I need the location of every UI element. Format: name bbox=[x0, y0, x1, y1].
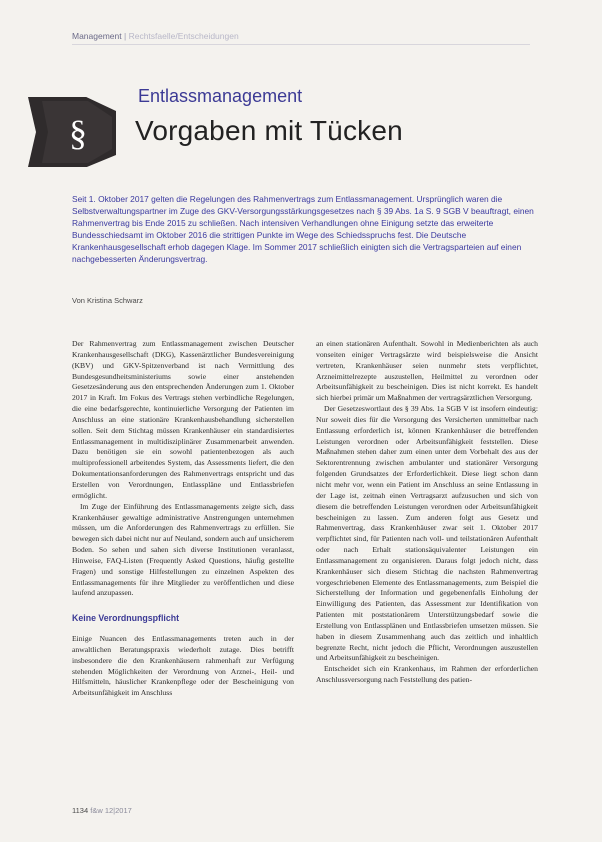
body-column-right bbox=[316, 339, 538, 686]
body-paragraph: Im Zuge der Einführung des Entlassmanagements zeigte sich, dass Krankenhäuser gewaltige administrative Anstrengungen unternehmen müssen, um die Anforderungen des Rahmenvertrags zu erfüllen. Sie bewegen sich dabei nicht nur auf Neuland, sondern auch auf unsicherem Boden. So sehen und sahen sich diverse Institutionen veranlasst, Hinweise, FAQ-Listen (Frequently Asked Questions, häufig gestellte Fragen) und sonstige Hilfestellungen zu einzelnen Aspekten des Entlassmanagements für ihre Mitglieder zu veröffentlichen und diese laufend anzupassen. bbox=[72, 501, 294, 598]
body-paragraph: an einen stationären Aufenthalt. Sowohl in Medienberichten als auch vonseiten einiger Vertragsärzte wird beispielsweise die Ansicht vertreten, Krankenhäuser seien nunmehr stets verpflichtet, Arzneimittelrezepte auszustellen, Heilmittel zu verordnen oder Arbeitsunfähigkeit zu bescheinigen. Dies ist nicht korrekt. Es handelt sich hierbei primär um Maßnahmen der vertragsärztlichen Versorgung. bbox=[316, 339, 538, 403]
body-column-left bbox=[72, 339, 294, 699]
body-paragraph: Einige Nuancen des Entlassmanagements treten auch in der anwaltlichen Beratungspraxis wiederholt zutage. Dies betrifft insbesondere die den Krankenhäusern rahmenhaft zur Verfügung stehenden Möglichkeiten der Verordnung von Arznei-, Heil- und Hilfsmitteln, häuslicher Krankenpflege oder der Bescheinigung von Arbeitsunfähigkeit im Anschluss bbox=[72, 634, 294, 698]
header-divider bbox=[72, 44, 530, 45]
article-kicker: Entlassmanagement bbox=[138, 86, 303, 106]
header-separator: | bbox=[124, 31, 127, 41]
body-paragraph: Entscheidet sich ein Krankenhaus, im Rahmen der erforderlichen Anschlussversorgung nach Feststellung des patien- bbox=[316, 664, 538, 685]
badge-symbol: § bbox=[69, 113, 87, 153]
page-number: 1134 bbox=[72, 806, 89, 815]
body-paragraph: Der Gesetzeswortlaut des § 39 Abs. 1a SGB V ist insofern eindeutig: Nur soweit dies für die Versorgung des Versicherten unmittelbar nach Entlassung erforderlich ist, können Krankenhäuser die betreffenden Leistungen verordnen oder Arbeitsunfähigkeit feststellen. Diese Maßnahmen stehen daher zum einen unter dem Vorbehalt des aus der Sektorentrennung zwischen ambulanter und stationärer Versorgung folgenden Grundsatzes der Erforderlichkeit. Diese liegt schon dann nicht mehr vor, wenn ein Patient im Anschluss an seine Entlassung in der Lage ist, zeitnah einen Vertragsarzt aufzusuchen und sich von diesem die betreffenden Leistungen verordnen oder Arbeitsunfähigkeit bescheinigen zu lassen. Zum anderen folgt aus Gesetz und Rahmenvertrag, dass Krankenhäuser zwar seit 1. Oktober 2017 verpflichtet sind, für Patienten nach voll- und teilstationären Aufenthalt oder nach Erhalt stationsäquivalenter Leistungen ein Entlassmanagement zu organisieren. Daraus folgt jedoch nicht, dass Krankenhäuser sich diesem Stichtag die nachsten Rahmenvertrag vorgeschriebenen Elemente des Entlassmanagements, zum Beispiel die Sicherstellung der Information und gegebenenfalls Einholung der Einwilligung des Patienten, das Assessment zur Identifikation von Patienten mit poststationärem Unterstützungsbedarf sowie die Erstellung von Entlassplänen und Entlassbriefen umsetzen müssen. Sie haben in diesem Zusammenhang auch das zeitlich und inhaltlich begrenzte Recht, nicht jedoch die Pflicht, Verordnungen auszustellen und Arbeitsunfähigkeit zu bescheinigen. bbox=[316, 404, 538, 663]
page-footer bbox=[72, 806, 132, 815]
article-byline: Von Kristina Schwarz bbox=[72, 296, 143, 305]
header-section: Management bbox=[72, 31, 122, 41]
section-subhead: Keine Verordnungspflicht bbox=[72, 613, 180, 624]
running-header bbox=[72, 31, 239, 41]
paragraph-badge-icon bbox=[28, 97, 116, 167]
article-lead: Seit 1. Oktober 2017 gelten die Regelungen des Rahmenvertrags zum Entlassmanagement. Ursprünglich waren die Selbstverwaltungspartner im Zuge des GKV-Versorgungsstärkungsgesetzes nach § 39 Abs. 1a S. 9 SGB V beauftragt, einen Rahmenvertrag bis Ende 2015 zu schließen. Nach intensiven Verhandlungen ohne Einigung setzte das erweiterte Bundesschiedsamt im Oktober 2016 die strittigen Punkte im Wege des Schiedsspruchs fest. Die Deutsche Krankenhausgesellschaft erhob dagegen Klage. Im Sommer 2017 schließlich einigten sich die Vertragsparteien auf einen nachgebesserten Änderungsvertrag. bbox=[72, 194, 534, 265]
issue-label: f&w 12|2017 bbox=[90, 806, 132, 815]
article-title: Vorgaben mit Tücken bbox=[135, 115, 403, 146]
header-subsection: Rechtsfaelle/Entscheidungen bbox=[128, 31, 239, 41]
body-paragraph: Der Rahmenvertrag zum Entlassmanagement zwischen Deutscher Krankenhausgesellschaft (DKG), Kassenärztlicher Bundesvereinigung (KBV) und GKV-Spitzenverband ist nach Vermittlung des Bundesgesundheitsministeriums sowie einer anstehenden Gesetzesänderung aus den entsprechenden Änderungen zum 1. Oktober 2017 in Kraft. Im Fokus des Vertrags stehen verbindliche Regelungen, die eine bedarfsgerechte, kontinuierliche Versorgung der Patienten im Anschluss an eine stationäre Krankenhausbehandlung sicherstellen sollen. Seit dem Stichtag müssen Krankenhäuser ein standardisiertes Entlassmanagement in multidisziplinärer Zusammenarbeit anwenden. Dazu benötigen sie ein sowohl patientenbezogen als auch multiprofessionell arbeitendes System, das Assessments liefert, die den Dokumentationsanforderungen des Rahmenvertrags entspricht und das Erstellen von Verordnungen, Entlasspläne und Entlassbriefen ermöglicht. bbox=[72, 339, 294, 500]
